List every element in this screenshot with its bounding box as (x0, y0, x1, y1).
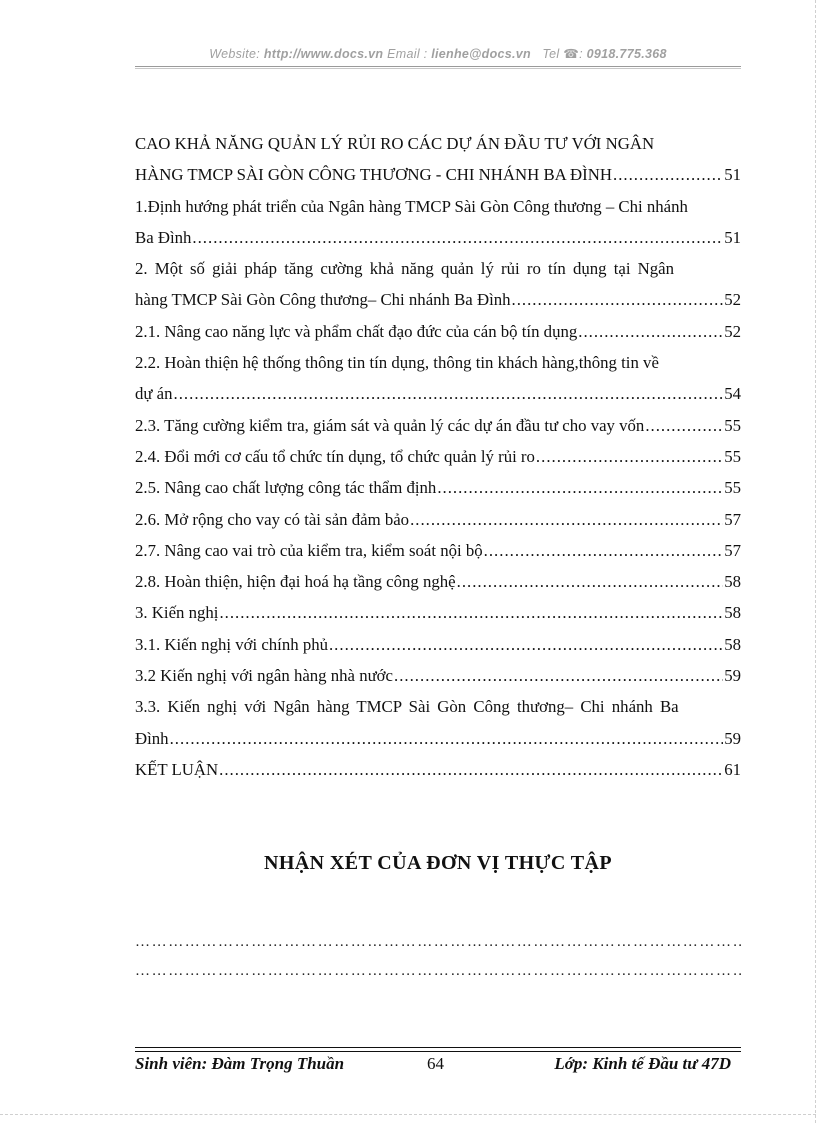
toc-entry-text: 2.1. Nâng cao năng lực và phẩm chất đạo đức của cán bộ tín dụng (135, 321, 578, 341)
toc-entry-text: Đình (135, 728, 169, 748)
toc-entry-page: 55 (724, 478, 741, 498)
toc-entry-text: 2.7. Nâng cao vai trò của kiểm tra, kiểm soát nội bộ (135, 540, 483, 560)
toc-entry-text: 2.8. Hoàn thiện, hiện đại hoá hạ tầng công nghệ (135, 572, 456, 592)
toc-entry-3-2[interactable] (135, 660, 741, 691)
toc-entry-page: 57 (724, 540, 741, 560)
toc-entry-text: HÀNG TMCP SÀI GÒN CÔNG THƯƠNG - CHI NHÁNH BA ĐÌNH (135, 165, 613, 185)
footer-page-number: 64 (427, 1054, 444, 1073)
toc-leader-dots (219, 754, 723, 785)
toc-entry-3[interactable] (135, 597, 741, 628)
toc-entry-text: 2.6. Mở rộng cho vay có tài sản đảm bảo (135, 509, 410, 529)
toc-entry-text: 3.2 Kiến nghị với ngân hàng nhà nước (135, 666, 394, 686)
website-header (135, 46, 741, 61)
toc-entry-text: Ba Đình (135, 227, 192, 247)
toc-entry-page: 52 (724, 321, 741, 341)
toc-leader-dots (394, 660, 723, 691)
footer-class: Lớp: Kinh tế Đầu tư 47D (554, 1054, 731, 1073)
toc-leader-dots (613, 159, 723, 190)
toc-entry-2-5[interactable] (135, 472, 741, 503)
blank-dotted-line (135, 963, 741, 981)
email-label: Email : (387, 47, 428, 61)
toc-entry-conclusion[interactable] (135, 754, 741, 785)
toc-entry-line1: CAO KHẢ NĂNG QUẢN LÝ RỦI RO CÁC DỰ ÁN ĐẦU TƯ VỚI NGÂN (135, 134, 655, 153)
header-rule (135, 66, 741, 69)
toc-leader-dots (512, 284, 724, 315)
toc-entry-page: 51 (724, 165, 741, 185)
toc-entry-page: 58 (724, 572, 741, 592)
footer-rule (135, 1047, 741, 1052)
toc-leader-dots (437, 472, 723, 503)
toc-leader-dots (329, 629, 723, 660)
toc-leader-dots (457, 566, 724, 597)
toc-leader-dots (170, 723, 724, 754)
toc-entry-page: 57 (724, 509, 741, 529)
toc-entry-text: 2.4. Đổi mới cơ cấu tổ chức tín dụng, tổ chức quản lý rủi ro (135, 446, 535, 466)
toc-entry-2-4[interactable] (135, 441, 741, 472)
toc-entry-line1: 1.Định hướng phát triển của Ngân hàng TMCP Sài Gòn Công thương – Chi nhánh (135, 196, 688, 216)
review-title: NHẬN XÉT CỦA ĐƠN VỊ THỰC TẬP (264, 852, 612, 874)
website-url[interactable]: http://www.docs.vn (263, 47, 384, 61)
toc-entry-line1: 2. Một số giải pháp tăng cường khả năng quản lý rủi ro tín dụng tại Ngân (135, 259, 675, 279)
toc-entry-2-1[interactable] (135, 316, 741, 347)
blank-dotted-line (135, 934, 741, 952)
toc-entry-page: 51 (724, 227, 741, 247)
toc-entry-page: 58 (724, 603, 741, 623)
toc-entry-page: 55 (724, 415, 741, 435)
toc-leader-dots (536, 441, 723, 472)
toc-entry-2-6[interactable] (135, 504, 741, 535)
toc-leader-dots (219, 597, 723, 628)
toc-entry-2[interactable] (135, 253, 741, 316)
toc-entry-line1: 3.3. Kiến nghị với Ngân hàng TMCP Sài Gòn Công thương– Chi nhánh Ba (135, 697, 679, 717)
toc-leader-dots (410, 504, 723, 535)
toc-entry-section-heading[interactable] (135, 128, 741, 191)
page-edge-bottom (0, 1113, 816, 1115)
toc-entry-page: 54 (724, 384, 741, 404)
toc-leader-dots (484, 535, 724, 566)
website-label: Website: (209, 47, 261, 61)
toc-entry-page: 61 (724, 759, 741, 779)
tel-value: 0918.775.368 (586, 47, 667, 61)
toc-entry-page: 58 (724, 634, 741, 654)
toc-leader-dots (578, 316, 723, 347)
toc-entry-3-3[interactable] (135, 691, 741, 754)
toc-entry-text: 2.3. Tăng cường kiểm tra, giám sát và quản lý các dự án đầu tư cho vay vốn (135, 415, 645, 435)
toc-entry-text: 3.1. Kiến nghị với chính phủ (135, 634, 328, 654)
toc-entry-page: 59 (724, 666, 741, 686)
toc-leader-dots (174, 378, 724, 409)
toc-entry-page: 52 (724, 290, 741, 310)
toc-entry-1[interactable] (135, 191, 741, 254)
toc-entry-text: KẾT LUẬN (135, 759, 219, 779)
toc-leader-dots (192, 222, 723, 253)
toc-entry-2-8[interactable] (135, 566, 741, 597)
toc-entry-3-1[interactable] (135, 629, 741, 660)
toc-entry-page: 59 (724, 728, 741, 748)
table-of-contents (135, 128, 741, 785)
toc-entry-text: dự án (135, 384, 173, 404)
toc-entry-2-7[interactable] (135, 535, 741, 566)
toc-entry-text: 3. Kiến nghị (135, 603, 219, 623)
toc-entry-text: hàng TMCP Sài Gòn Công thương– Chi nhánh Ba Đình (135, 290, 511, 310)
footer-student: Sinh viên: Đàm Trọng Thuần (135, 1054, 345, 1073)
tel-label: Tel ☎: (542, 47, 583, 61)
toc-entry-2-3[interactable] (135, 410, 741, 441)
toc-entry-page: 55 (724, 446, 741, 466)
email-value[interactable]: lienhe@docs.vn (431, 47, 531, 61)
toc-entry-line1: 2.2. Hoàn thiện hệ thống thông tin tín dụng, thông tin khách hàng,thông tin về (135, 353, 659, 373)
toc-entry-2-2[interactable] (135, 347, 741, 410)
page-footer (135, 1054, 741, 1078)
toc-leader-dots (645, 410, 723, 441)
toc-entry-text: 2.5. Nâng cao chất lượng công tác thẩm định (135, 478, 437, 498)
